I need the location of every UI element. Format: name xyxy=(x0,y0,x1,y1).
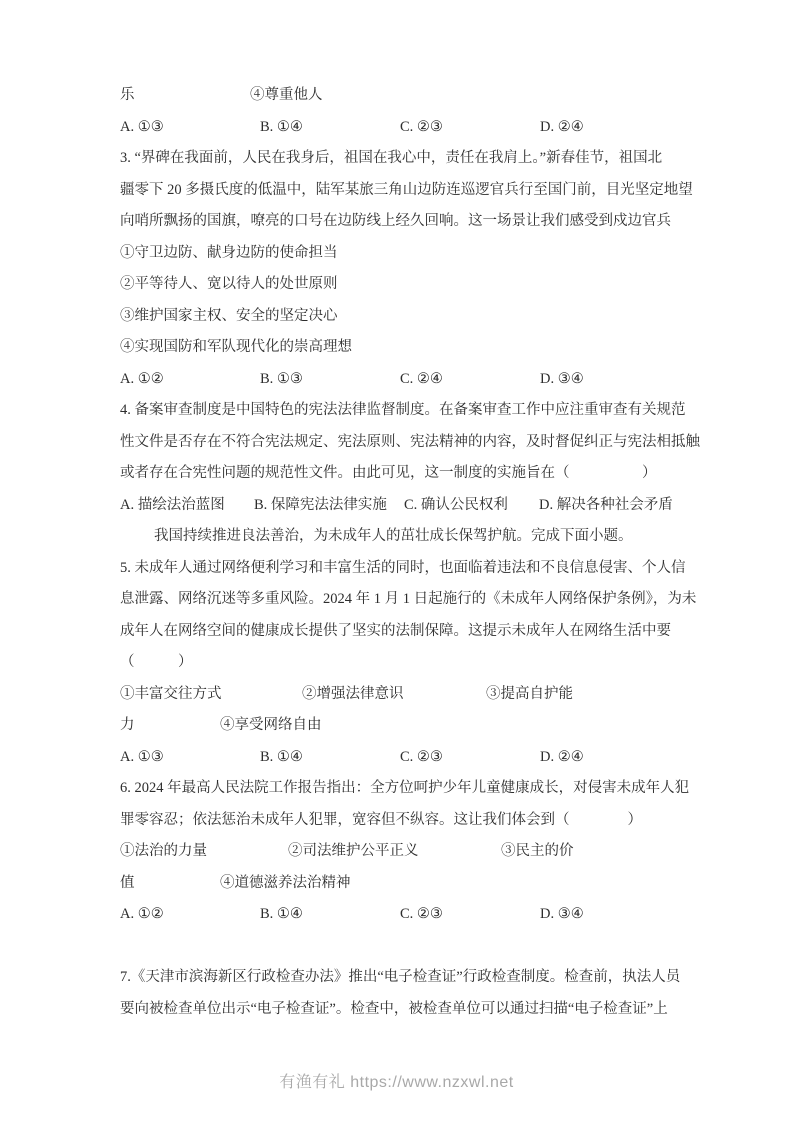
q3-item-3: ③维护国家主权、安全的坚定决心 xyxy=(120,307,338,324)
q4-option-a: A. 描绘法治蓝图 xyxy=(120,496,225,513)
q5-item-3-carryover: 力 xyxy=(120,717,135,733)
q5-items-row-1 xyxy=(120,679,713,711)
q3-option-c: C. ②④ xyxy=(400,370,443,387)
q4-stem-line-1: 4. 备案审查制度是中国特色的宪法法律监督制度。在备案审查工作中应注重审查有关规范 xyxy=(120,402,686,418)
q3-stem-line-2: 疆零下 20 多摄氏度的低温中，陆军某旅三角山边防连巡逻官兵行至国门前，目光坚定地望 xyxy=(120,181,693,198)
blank-line xyxy=(120,931,713,963)
q6-option-c: C. ②③ xyxy=(400,906,443,922)
q4-option-d: D. 解决各种社会矛盾 xyxy=(539,496,673,513)
q5-option-a: A. ①③ xyxy=(120,748,164,765)
q2-options-row xyxy=(120,112,713,144)
q4-option-b: B. 保障宪法法律实施 xyxy=(254,496,387,513)
q6-item-1: ①法治的力量 xyxy=(120,843,207,859)
q6-items-row-2 xyxy=(120,868,713,900)
material-lead-in: 我国持续推进良法善治，为未成年人的茁壮成长保驾护航。完成下面小题。 xyxy=(154,528,633,544)
q5-options-row xyxy=(120,742,713,774)
q5-paren-blank: （ ） xyxy=(120,654,193,670)
q6-item-2: ②司法维护公平正义 xyxy=(288,843,419,859)
q4-stem-line-2: 性文件是否存在不符合宪法规定、宪法原则、宪法精神的内容，及时督促纠正与宪法相抵触 xyxy=(120,433,700,450)
q3-options-row xyxy=(120,364,713,396)
q2-option-d: D. ②④ xyxy=(540,118,584,135)
q5-option-d: D. ②④ xyxy=(540,748,584,765)
q7-stem-line-1: 7.《天津市滨海新区行政检查办法》推出“电子检查证”行政检查制度。检查前，执法人员 xyxy=(120,969,681,985)
q6-stem-line-2: 罪零容忍；依法惩治未成年人犯罪，宽容但不纵容。这让我们体会到（ ） xyxy=(120,811,642,828)
q6-options-row xyxy=(120,899,713,931)
q6-option-b: B. ①④ xyxy=(260,906,303,922)
q5-item-4: ④享受网络自由 xyxy=(220,717,322,733)
q3-option-b: B. ①③ xyxy=(260,370,303,387)
q5-item-3-part: ③提高自护能 xyxy=(486,685,573,702)
q5-stem-line-1: 5. 未成年人通过网络便利学习和丰富生活的同时，也面临着违法和不良信息侵害、个人信 xyxy=(120,559,686,576)
q5-stem-line-3: 成年人在网络空间的健康成长提供了坚实的法制保障。这提示未成年人在网络生活中要 xyxy=(120,622,671,639)
q3-stem-line-1: 3. “界碑在我面前，人民在我身后，祖国在我心中，责任在我肩上。”新春佳节，祖国北 xyxy=(120,150,663,166)
q6-option-d: D. ③④ xyxy=(540,906,584,922)
q2-option-a: A. ①③ xyxy=(120,118,164,135)
q2-option-c: C. ②③ xyxy=(400,118,443,135)
q6-items-row-1 xyxy=(120,836,713,868)
q2-items-carryover-line xyxy=(120,80,713,112)
q2-carryover-char: 乐 xyxy=(120,87,135,103)
q4-option-c: C. 确认公民权利 xyxy=(404,496,508,513)
q2-item-4: ④尊重他人 xyxy=(250,87,323,103)
q3-option-a: A. ①② xyxy=(120,370,164,387)
q6-item-3-part: ③民主的价 xyxy=(501,843,574,859)
q4-stem-line-3: 或者存在合宪性问题的规范性文件。由此可见，这一制度的实施旨在（ ） xyxy=(120,465,657,481)
q5-item-1: ①丰富交往方式 xyxy=(120,685,222,702)
q2-option-b: B. ①④ xyxy=(260,118,303,135)
q5-option-c: C. ②③ xyxy=(400,748,443,765)
q6-stem-line-1: 6. 2024 年最高人民法院工作报告指出：全方位呵护少年儿童健康成长，对侵害未成年人犯 xyxy=(120,780,690,796)
q7-stem-line-2: 要向被检查单位出示“电子检查证”。检查中，被检查单位可以通过扫描“电子检查证”上 xyxy=(120,1000,668,1017)
q6-item-3-carryover: 值 xyxy=(120,874,135,891)
q5-item-2: ②增强法律意识 xyxy=(302,685,404,702)
q6-item-4: ④道德滋养法治精神 xyxy=(220,874,351,891)
q4-options-row xyxy=(120,490,713,522)
q3-item-1: ①守卫边防、献身边防的使命担当 xyxy=(120,244,338,261)
q3-option-d: D. ③④ xyxy=(540,370,584,387)
q3-stem-line-3: 向哨所飘扬的国旗，嘹亮的口号在边防线上经久回响。这一场景让我们感受到戍边官兵 xyxy=(120,213,671,229)
q3-item-2: ②平等待人、宽以待人的处世原则 xyxy=(120,276,338,292)
q5-items-row-2 xyxy=(120,710,713,742)
q5-stem-line-2: 息泄露、网络沉迷等多重风险。2024 年 1 月 1 日起施行的《未成年人网络保护条例》，为未 xyxy=(120,591,697,607)
q6-option-a: A. ①② xyxy=(120,906,164,922)
q3-item-4: ④实现国防和军队现代化的崇高理想 xyxy=(120,339,352,355)
watermark-footer: 有渔有礼 https://www.nzxwl.net xyxy=(279,1074,514,1091)
q5-option-b: B. ①④ xyxy=(260,748,303,765)
